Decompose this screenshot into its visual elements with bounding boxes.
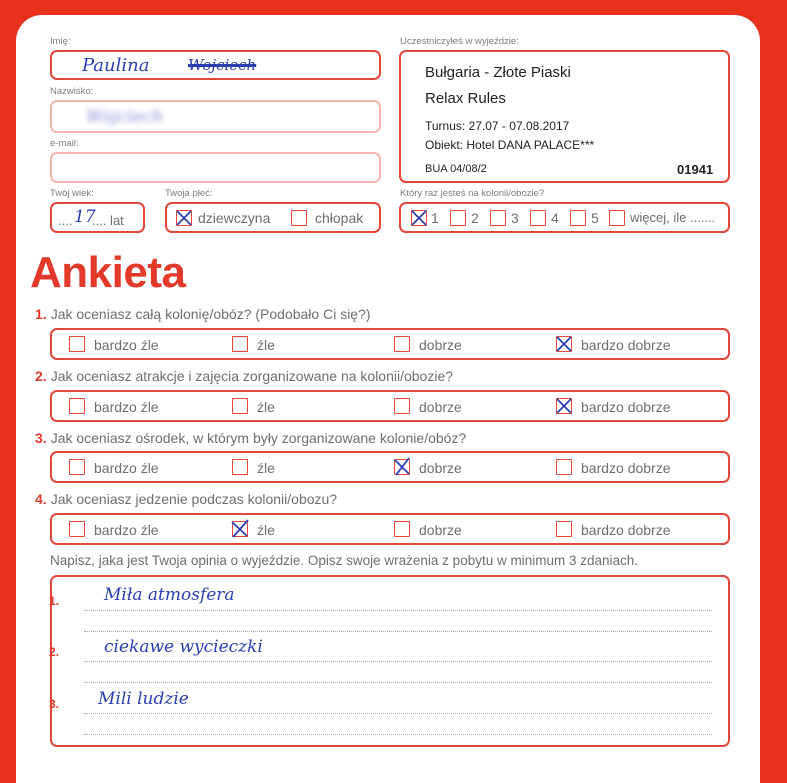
plec-option-1: chłopak <box>315 210 364 226</box>
wiek-suffix: .... lat <box>92 213 124 228</box>
opinion-1-text: Miła atmosfera <box>104 585 235 605</box>
question-2-answers <box>50 390 730 422</box>
opinion-2-num: 2. <box>49 645 60 659</box>
q4-checkbox-2[interactable] <box>394 521 410 537</box>
q3-option-3: bardzo dobrze <box>581 460 671 476</box>
q1-option-1: źle <box>257 337 275 353</box>
q2-checkbox-1[interactable] <box>232 398 248 414</box>
label-imie: Imię: <box>50 36 71 47</box>
plec-checkbox-1[interactable] <box>291 210 307 226</box>
q4-option-1: źle <box>257 522 275 538</box>
wiek-prefix: .... <box>58 213 73 228</box>
opinion-line-5 <box>84 713 712 714</box>
imie-crossed-value: Wojciech <box>188 56 257 74</box>
wiek-field[interactable] <box>50 202 145 233</box>
ktory-raz-checkbox-1[interactable] <box>450 210 466 226</box>
trip-code: BUA 04/08/2 <box>425 163 487 175</box>
question-1-answers <box>50 328 730 360</box>
opinion-3-text: Mili ludzie <box>98 689 189 709</box>
ktory-raz-checkbox-5[interactable] <box>609 210 625 226</box>
opinion-2-text: ciekawe wycieczki <box>104 637 263 657</box>
q3-checkbox-2[interactable] <box>394 459 410 475</box>
q4-option-3: bardzo dobrze <box>581 522 671 538</box>
imie-value: Paulina <box>82 55 150 76</box>
question-3-num: 3. <box>35 430 47 446</box>
nazwisko-value: Wojciech <box>86 107 164 127</box>
plec-checkbox-0[interactable] <box>176 210 192 226</box>
q1-checkbox-2[interactable] <box>394 336 410 352</box>
q4-checkbox-3[interactable] <box>556 521 572 537</box>
question-4 <box>35 491 337 507</box>
question-3-text: Jak oceniasz ośrodek, w którym były zorganizowane kolonie/obóz? <box>50 430 467 446</box>
ktory-raz-option-2: 3 <box>511 210 519 226</box>
imie-field[interactable] <box>50 50 381 80</box>
q2-option-2: dobrze <box>419 399 462 415</box>
q2-option-0: bardzo źle <box>94 399 159 415</box>
q1-checkbox-0[interactable] <box>69 336 85 352</box>
opinion-line-3 <box>84 661 712 662</box>
ktory-raz-checkbox-2[interactable] <box>490 210 506 226</box>
survey-title: Ankieta <box>30 248 186 297</box>
trip-program: Relax Rules <box>425 90 506 107</box>
label-wiek: Twój wiek: <box>50 188 94 199</box>
q1-checkbox-3[interactable] <box>556 336 572 352</box>
ktory-raz-option-4: 5 <box>591 210 599 226</box>
opinion-line-6 <box>84 734 712 735</box>
q4-checkbox-0[interactable] <box>69 521 85 537</box>
question-2-text: Jak oceniasz atrakcje i zajęcia zorganizowane na kolonii/obozie? <box>50 368 454 384</box>
q1-option-3: bardzo dobrze <box>581 337 671 353</box>
label-nazwisko: Nazwisko: <box>50 86 94 97</box>
question-1-text: Jak oceniasz całą kolonię/obóz? (Podobało Ci się?) <box>50 306 371 322</box>
ktory-raz-checkbox-3[interactable] <box>530 210 546 226</box>
opinion-line-4 <box>84 682 712 683</box>
question-4-text: Jak oceniasz jedzenie podczas kolonii/obozu? <box>50 491 338 507</box>
trip-turnus: Turnus: 27.07 - 07.08.2017 <box>425 119 570 133</box>
opinion-1-num: 1. <box>49 594 60 608</box>
trip-obiekt: Obiekt: Hotel DANA PALACE*** <box>425 138 595 152</box>
trip-destination: Bułgaria - Złote Piaski <box>425 64 571 81</box>
q4-checkbox-1[interactable] <box>232 521 248 537</box>
ktory-raz-field <box>399 202 730 233</box>
plec-field <box>165 202 381 233</box>
nazwisko-field[interactable] <box>50 100 381 133</box>
q3-option-2: dobrze <box>419 460 462 476</box>
question-4-num: 4. <box>35 491 47 507</box>
q3-checkbox-0[interactable] <box>69 459 85 475</box>
q1-option-2: dobrze <box>419 337 462 353</box>
q4-option-0: bardzo źle <box>94 522 159 538</box>
question-2-num: 2. <box>35 368 47 384</box>
ktory-raz-checkbox-4[interactable] <box>570 210 586 226</box>
trip-info-box <box>399 50 730 183</box>
wiek-value: 17 <box>74 207 96 227</box>
trip-number: 01941 <box>677 162 714 177</box>
opinion-prompt: Napisz, jaka jest Twoja opinia o wyjeździe. Opisz swoje wrażenia z pobytu w minimum 3 zdaniach. <box>50 553 639 568</box>
label-plec: Twoja płeć: <box>165 188 213 199</box>
ktory-raz-option-3: 4 <box>551 210 559 226</box>
ktory-raz-option-5: więcej, ile ....... <box>630 210 716 225</box>
opinion-line-2 <box>84 631 712 632</box>
label-ktory-raz: Który raz jesteś na kolonii/obozie? <box>400 188 545 199</box>
q3-checkbox-3[interactable] <box>556 459 572 475</box>
q3-option-1: źle <box>257 460 275 476</box>
q3-checkbox-1[interactable] <box>232 459 248 475</box>
plec-option-0: dziewczyna <box>198 210 271 226</box>
question-1-num: 1. <box>35 306 47 322</box>
q2-checkbox-2[interactable] <box>394 398 410 414</box>
q1-option-0: bardzo źle <box>94 337 159 353</box>
question-2 <box>35 368 453 384</box>
opinion-line-1 <box>84 610 712 611</box>
q1-checkbox-1[interactable] <box>232 336 248 352</box>
q4-option-2: dobrze <box>419 522 462 538</box>
email-field[interactable] <box>50 152 381 183</box>
question-1 <box>35 306 371 322</box>
q2-option-3: bardzo dobrze <box>581 399 671 415</box>
q2-checkbox-3[interactable] <box>556 398 572 414</box>
ktory-raz-option-0: 1 <box>431 210 439 226</box>
ktory-raz-option-1: 2 <box>471 210 479 226</box>
q3-option-0: bardzo źle <box>94 460 159 476</box>
q2-checkbox-0[interactable] <box>69 398 85 414</box>
label-uczestniczyles: Uczestniczyłeś w wyjeździe: <box>400 36 519 47</box>
question-4-answers <box>50 513 730 545</box>
q2-option-1: źle <box>257 399 275 415</box>
label-email: e-mail: <box>50 138 79 149</box>
opinion-3-num: 3. <box>49 697 60 711</box>
question-3 <box>35 430 466 446</box>
ktory-raz-checkbox-0[interactable] <box>411 210 427 226</box>
question-3-answers <box>50 451 730 483</box>
